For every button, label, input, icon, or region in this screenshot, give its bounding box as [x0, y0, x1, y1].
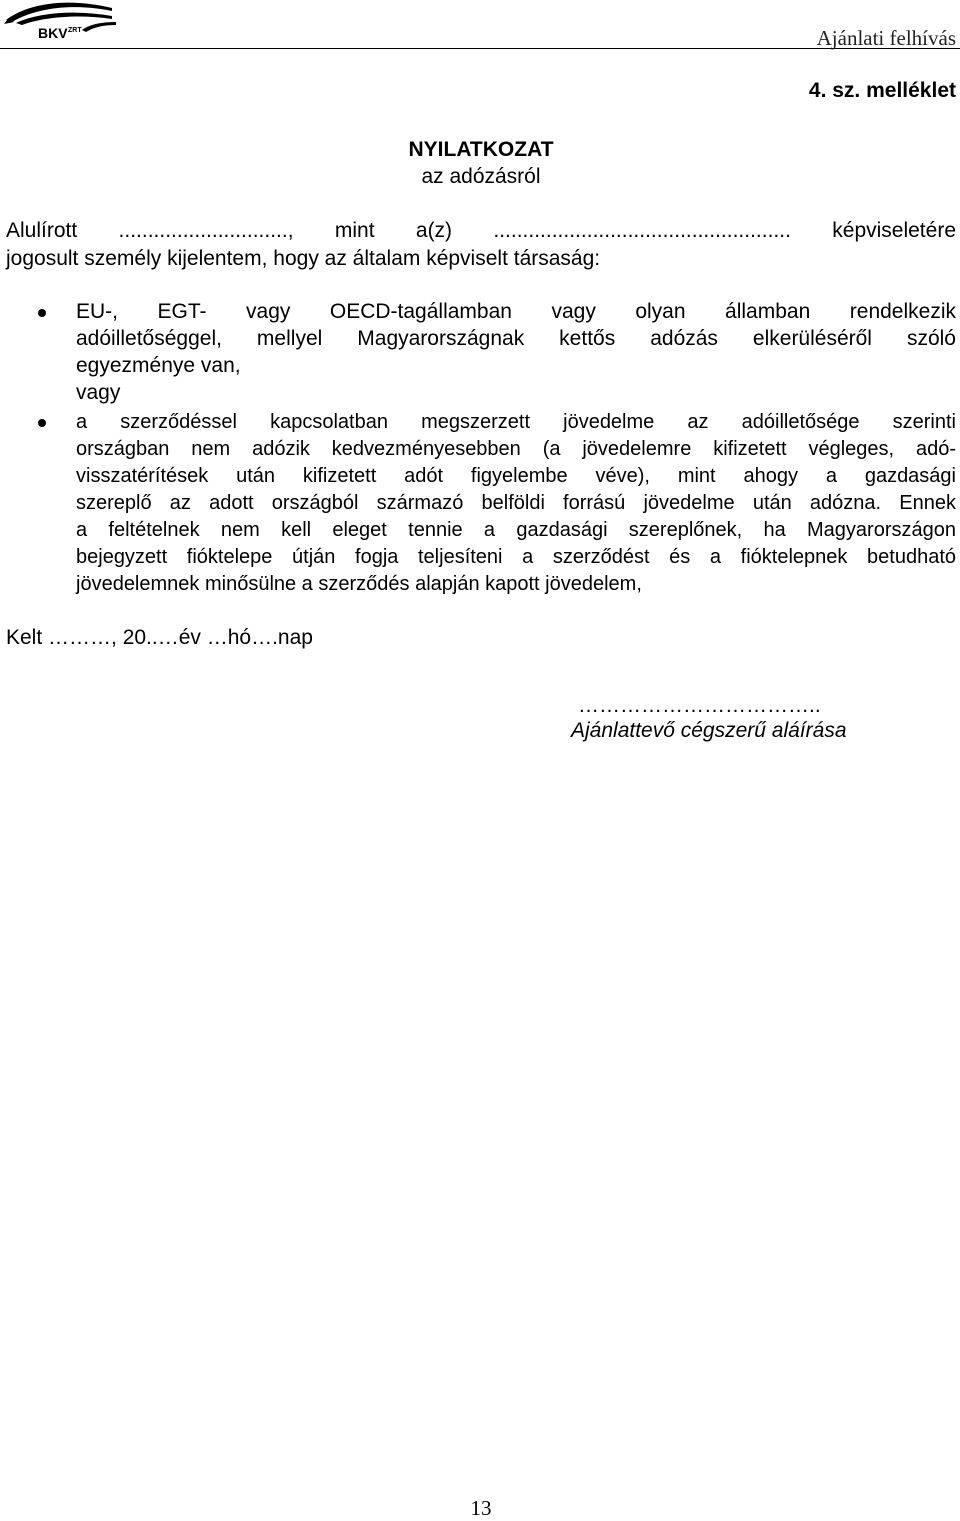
bkv-logo [0, 0, 122, 42]
page-number: 13 [470, 1496, 492, 1520]
signature-line: …………………………….. [578, 694, 821, 717]
list-item-line: vagy [76, 381, 121, 404]
list-item-line: EU-, EGT- vagy OECD-tagállamban vagy olyan államban rendelkezik [76, 300, 956, 323]
list-item-line: jövedelemnek minősülne a szerződés alapján kapott jövedelem, [76, 573, 642, 595]
bullet-dot [38, 309, 46, 317]
lead-line-1: Alulírott ............................., mint a(z) ................................................... képviseletére [6, 219, 956, 242]
page-title: NYILATKOZAT [408, 138, 554, 161]
list-item-line: adóilletőséggel, mellyel Magyarországnak kettős adózás elkerüléséről szóló [76, 327, 956, 350]
list-item-line: a feltételnek nem kell eleget tennie a gazdasági szereplőnek, ha Magyarországon [76, 519, 956, 541]
list-item [76, 409, 956, 598]
annex-label: 4. sz. melléklet [808, 79, 956, 102]
list-item-line: szereplő az adott országból származó belföldi forrású jövedelme után adózna. Ennek [76, 492, 956, 514]
list-item-line: a szerződéssel kapcsolatban megszerzett jövedelme az adóilletősége szerinti [76, 411, 956, 433]
list-item-line: egyezménye van, [76, 354, 241, 377]
page-subtitle: az adózásról [421, 165, 541, 188]
document-type: Ajánlati felhívás [816, 26, 956, 50]
list-item-line: bejegyzett fióktelepe útján fogja teljesíteni a szerződést és a fióktelepnek betudható [76, 546, 956, 568]
list-item [76, 298, 956, 406]
svg-text:ZRT: ZRT [68, 27, 82, 34]
signature-label: Ajánlattevő cégszerű aláírása [571, 719, 847, 742]
lead-line-2: jogosult személy kijelentem, hogy az általam képviselt társaság: [6, 247, 601, 270]
date-line: Kelt ………, 20..…év …hó….nap [6, 626, 313, 649]
list-item-line: visszatérítések után kifizetett adót figyelembe véve), mint ahogy a gazdasági [76, 465, 956, 487]
bullet-dot [38, 419, 46, 427]
svg-text:BKV: BKV [38, 25, 68, 41]
list-item-line: országban nem adózik kedvezményesebben (a jövedelemre kifizetett végleges, adó- [76, 438, 956, 460]
